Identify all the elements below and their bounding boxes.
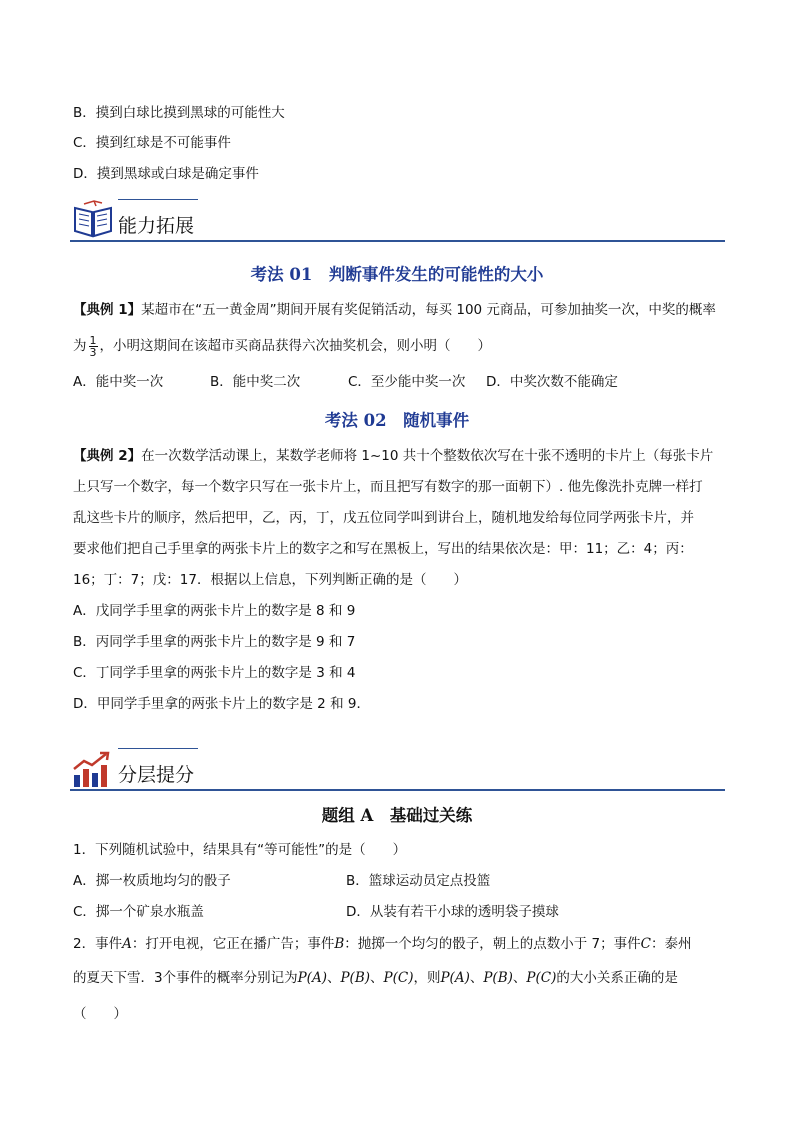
separator: 、 — [512, 970, 527, 986]
section-header-ability — [70, 198, 725, 242]
prob-c: P(C) — [526, 970, 557, 986]
section-title: 能力拓展 — [118, 215, 195, 237]
separator: 、 — [370, 970, 384, 986]
separator: 、 — [469, 970, 484, 986]
example-1-line-2 — [73, 333, 491, 359]
question-text: 的大小关系正确的是 — [556, 970, 678, 986]
question-text: ：泰州 — [651, 936, 692, 952]
method-title-01: 考法 01 判断事件发生的可能性的大小 — [250, 265, 544, 284]
question-1-stem: 1．下列随机试验中，结果具有“等可能性”的是（ ） — [73, 842, 407, 858]
section-rule — [70, 240, 725, 242]
option-d: D．甲同学手里拿的两张卡片上的数字是 2 和 9． — [73, 696, 370, 712]
method-title-02: 考法 02 随机事件 — [324, 411, 470, 430]
example-tag: 【典例 1】 — [73, 302, 142, 318]
prob-c: P(C) — [383, 970, 414, 986]
event-a-symbol: A — [122, 936, 132, 952]
section-header-tiered — [70, 747, 725, 791]
question-text: ，则 — [413, 970, 441, 986]
example-text: 为 — [73, 338, 87, 354]
question-2-line-1 — [73, 934, 692, 954]
example-2-line-4: 要求他们把自己手里拿的两张卡片上的数字之和写在黑板上，写出的结果依次是：甲：11；乙：4；丙： — [73, 541, 693, 557]
option-d: D．中奖次数不能确定 — [486, 374, 618, 390]
fraction-denominator: 3 — [89, 345, 97, 359]
example-text: 某超市在“五一黄金周”期间开展有奖促销活动，每买 100 元商品，可参加抽奖一次，中奖的概率 — [141, 302, 716, 318]
example-2-line-2: 上只写一个数字，每一个数字只写在一张卡片上，而且把写有数字的那一面朝下）. 他先像洗扑克牌一样打 — [73, 479, 703, 495]
option-c: C．丁同学手里拿的两张卡片上的数字是 3 和 4 — [73, 665, 356, 681]
example-2-line-1 — [73, 446, 713, 466]
option-b: B．摸到白球比摸到黑球的可能性大 — [73, 105, 285, 121]
option-b: B．篮球运动员定点投篮 — [346, 873, 491, 889]
option-c: C．至少能中奖一次 — [348, 374, 466, 390]
bar-chart-trend-icon — [72, 751, 112, 793]
prob-a: P(A) — [440, 970, 470, 986]
question-text: 2．事件 — [73, 936, 123, 952]
option-c: C．摸到红球是不可能事件 — [73, 135, 231, 151]
prob-b: P(B) — [483, 970, 513, 986]
open-book-icon — [72, 200, 114, 242]
example-2-line-5: 16；丁：7；戊：17．根据以上信息，下列判断正确的是（ ） — [73, 572, 467, 588]
example-tag: 【典例 2】 — [73, 448, 142, 464]
separator: 、 — [326, 970, 341, 986]
question-text: 的夏天下雪．3个事件的概率分别记为 — [73, 970, 298, 986]
option-a: A．戊同学手里拿的两张卡片上的数字是 8 和 9 — [73, 603, 356, 619]
example-text: 在一次数学活动课上，某数学老师将 1~10 共十个整数依次写在十张不透明的卡片上（每张卡片 — [141, 448, 714, 464]
option-a: A．能中奖一次 — [73, 374, 164, 390]
example-text: ，小明这期间在该超市买商品获得六次抽奖机会，则小明（ ） — [99, 338, 491, 354]
group-a-title: 题组 A 基础过关练 — [321, 806, 473, 825]
question-2-line-2 — [73, 968, 678, 988]
event-c-symbol: C — [640, 936, 651, 952]
fraction-numerator: 1 — [89, 333, 97, 347]
option-b: B．丙同学手里拿的两张卡片上的数字是 9 和 7 — [73, 634, 356, 650]
option-c: C．掷一个矿泉水瓶盖 — [73, 904, 204, 920]
option-d: D．从装有若干小球的透明袋子摸球 — [346, 904, 559, 920]
prob-b: P(B) — [340, 970, 371, 986]
event-b-symbol: B — [334, 936, 345, 952]
option-d: D．摸到黑球或白球是确定事件 — [73, 166, 259, 182]
question-text: ：抛掷一个均匀的骰子，朝上的点数小于 7；事件 — [344, 936, 641, 952]
section-rule — [70, 789, 725, 791]
example-1-line-1 — [73, 300, 716, 320]
option-a: A．掷一枚质地均匀的骰子 — [73, 873, 231, 889]
question-text: ：打开电视，它正在播广告；事件 — [131, 936, 335, 952]
fraction — [89, 335, 98, 358]
example-2-line-3: 乱这些卡片的顺序，然后把甲，乙，丙，丁，戊五位同学叫到讲台上，随机地发给每位同学两张卡片，并 — [73, 510, 694, 526]
example-1-options — [73, 372, 618, 392]
question-2-line-3: （ ） — [73, 1006, 127, 1022]
option-b: B．能中奖二次 — [210, 374, 301, 390]
prob-a: P(A) — [297, 970, 327, 986]
section-title: 分层提分 — [118, 764, 195, 786]
